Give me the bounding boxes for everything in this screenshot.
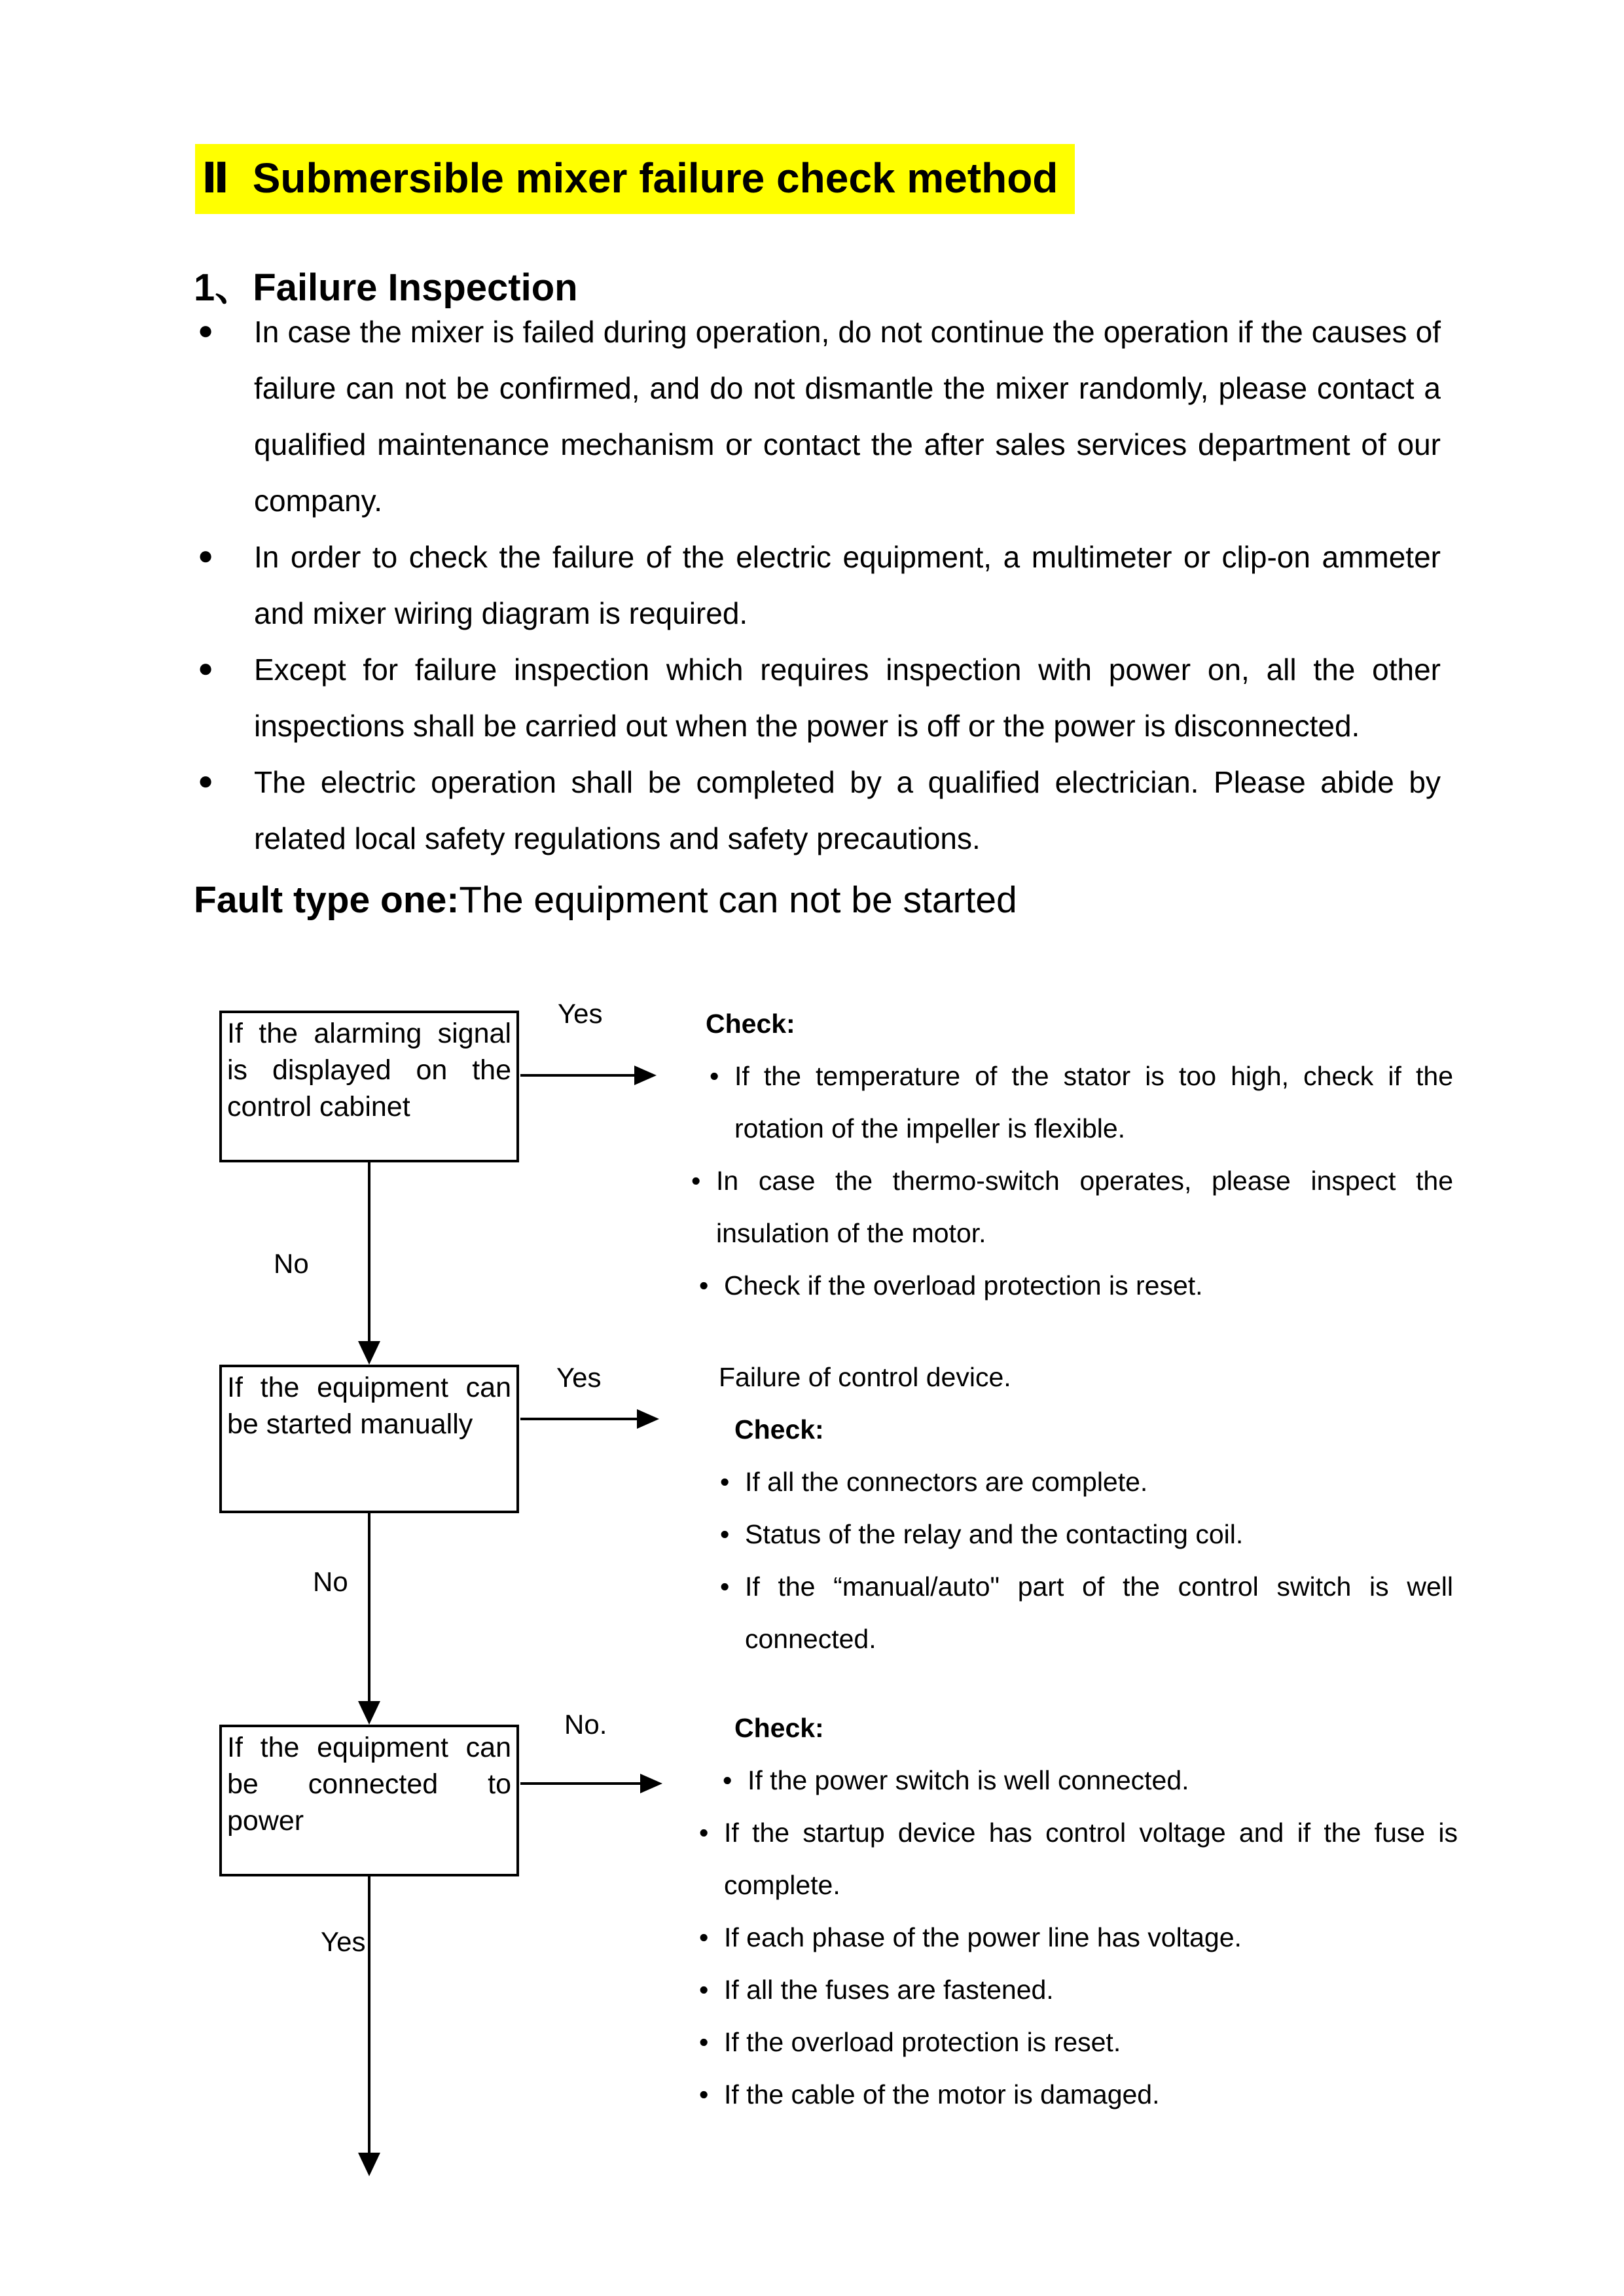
- check-item-text: If the temperature of the stator is too high, check if the rotation of the impeller is flexible.: [734, 1061, 1453, 1143]
- intro-bullet-text: The electric operation shall be completed by a qualified electrician. Please abide by related local safety regulations and safety precautions.: [254, 765, 1441, 855]
- bullet-icon: •: [720, 1519, 730, 1549]
- check-item-text: Check if the overload protection is reset.: [724, 1270, 1203, 1300]
- intro-bullet-text: Except for failure inspection which requires inspection with power on, all the other inspections shall be carried out when the power is off or the power is disconnected.: [254, 653, 1441, 743]
- bullet-icon: •: [699, 1270, 709, 1300]
- check-item-text: If the power switch is well connected.: [748, 1765, 1189, 1795]
- check-item: [699, 2068, 1458, 2121]
- page-title: Ⅱ Submersible mixer failure check method: [195, 144, 1075, 214]
- fault-type-heading-rest: The equipment can not be started: [459, 879, 1017, 921]
- check-item: [723, 1754, 1458, 1806]
- arrowhead-down-icon: [358, 1701, 380, 1725]
- check-item-text: If the overload protection is reset.: [724, 2027, 1121, 2057]
- check-item-text: If all the fuses are fastened.: [724, 1975, 1054, 2005]
- branch1-no-label: No: [274, 1248, 309, 1279]
- check-item-text: If the “manual/auto" part of the control switch is well connected.: [745, 1571, 1453, 1654]
- flow-box-alarm-signal: If the alarming signal is displayed on the control cabinet: [219, 1011, 519, 1162]
- bullet-icon: •: [710, 1061, 719, 1091]
- down-arrow-1: [368, 1162, 370, 1342]
- fault-type-heading-bold: Fault type one:: [194, 879, 460, 921]
- arrowhead-down-icon: [358, 2153, 380, 2176]
- check-item: [691, 1155, 1453, 1259]
- check-item: [699, 2016, 1458, 2068]
- bullet-icon: ●: [198, 654, 214, 683]
- bullet-icon: •: [699, 1922, 709, 1952]
- intro-bullet-1: [194, 529, 1441, 641]
- arrowhead-down-icon: [358, 1341, 380, 1365]
- bullet-icon: •: [720, 1467, 730, 1497]
- bullet-icon: ●: [198, 316, 214, 345]
- branch3-no-label: No.: [564, 1709, 607, 1740]
- bullet-icon: ●: [198, 766, 214, 795]
- intro-bullet-3: [194, 754, 1441, 867]
- check-item: [720, 1456, 1453, 1508]
- check-item-text: In case the thermo-switch operates, please inspect the insulation of the motor.: [716, 1166, 1453, 1248]
- branch2-no-label: No: [313, 1566, 348, 1597]
- check-item: [699, 1259, 1453, 1312]
- check-block-1: [691, 997, 1453, 1312]
- branch2-yes-label: Yes: [556, 1362, 602, 1393]
- check-item: [720, 1508, 1453, 1560]
- bullet-icon: •: [720, 1571, 730, 1602]
- bullet-icon: ●: [198, 541, 214, 570]
- check-item-text: If the startup device has control voltage and if the fuse is complete.: [724, 1818, 1458, 1900]
- check-title: Check:: [734, 1713, 824, 1743]
- check-item: [699, 1806, 1458, 1911]
- check-block-3: [689, 1702, 1458, 2121]
- down-arrow-2: [368, 1513, 370, 1702]
- check-item: [699, 1964, 1458, 2016]
- branch3-yes-label: Yes: [321, 1926, 366, 1957]
- right-arrow-1: [520, 1074, 636, 1077]
- intro-bullet-text: In case the mixer is failed during operation, do not continue the operation if the causes of failure can not be confirmed, and do not dismantle the mixer randomly, please contact a qualified maintenance mechanism or contact the after sales services department of our company.: [254, 315, 1441, 518]
- flow-box-start-manually: If the equipment can be started manually: [219, 1365, 519, 1513]
- arrowhead-right-icon: [640, 1774, 662, 1793]
- bullet-icon: •: [723, 1765, 732, 1795]
- section-heading: 1、Failure Inspection: [194, 266, 578, 309]
- bullet-icon: •: [699, 1975, 709, 2005]
- bullet-icon: •: [699, 2027, 709, 2057]
- right-arrow-2: [520, 1418, 638, 1420]
- right-arrow-3: [520, 1782, 641, 1785]
- bullet-icon: •: [699, 1818, 709, 1848]
- check-item: [710, 1050, 1453, 1155]
- check-item-text: Status of the relay and the contacting coil.: [745, 1519, 1244, 1549]
- check-intro: Failure of control device.: [719, 1362, 1011, 1392]
- intro-bullet-0: [194, 304, 1441, 529]
- check-item-text: If the cable of the motor is damaged.: [724, 2079, 1160, 2109]
- intro-bullet-2: [194, 641, 1441, 754]
- intro-bullet-text: In order to check the failure of the electric equipment, a multimeter or clip-on ammeter and mixer wiring diagram is required.: [254, 540, 1441, 630]
- check-item-text: If each phase of the power line has voltage.: [724, 1922, 1242, 1952]
- fault-type-heading: [194, 878, 1017, 922]
- check-item: [720, 1560, 1453, 1665]
- arrowhead-right-icon: [634, 1066, 657, 1085]
- down-arrow-3: [368, 1876, 370, 2154]
- check-item-text: If all the connectors are complete.: [745, 1467, 1148, 1497]
- check-title: Check:: [734, 1414, 824, 1444]
- arrowhead-right-icon: [637, 1409, 659, 1429]
- check-item: [699, 1911, 1458, 1964]
- check-block-2: [691, 1351, 1453, 1665]
- check-title: Check:: [706, 1009, 795, 1039]
- bullet-icon: •: [691, 1166, 701, 1196]
- bullet-icon: •: [699, 2079, 709, 2109]
- intro-bullet-list: [194, 304, 1441, 867]
- flow-box-connect-power: If the equipment can be connected to power: [219, 1725, 519, 1876]
- branch1-yes-label: Yes: [558, 998, 603, 1029]
